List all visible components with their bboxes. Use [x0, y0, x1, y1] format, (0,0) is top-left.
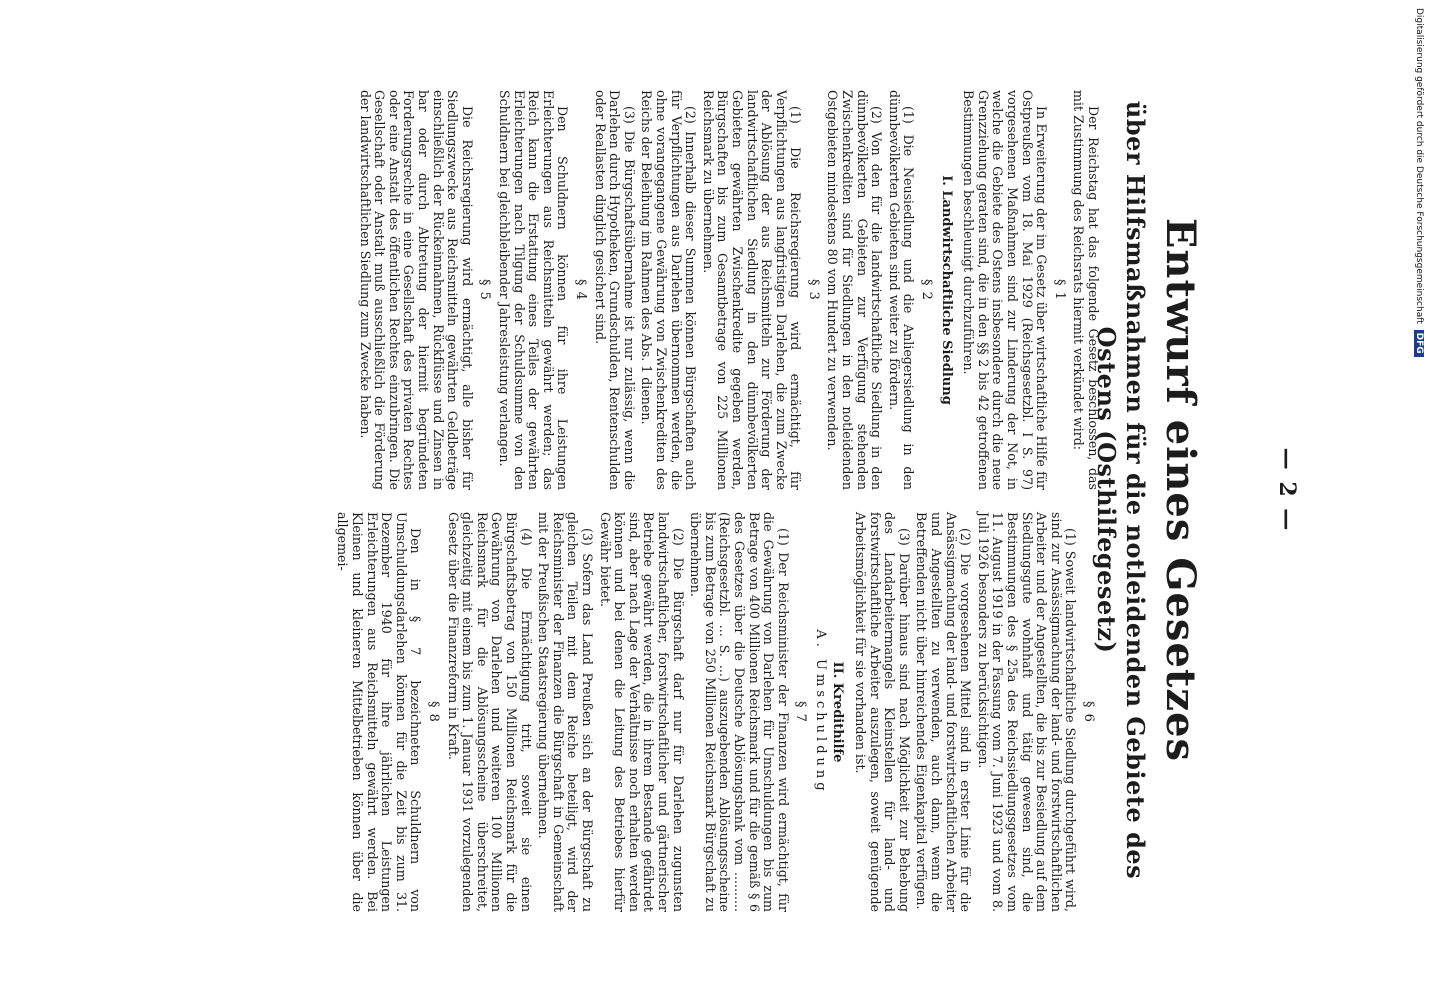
- document-subtitle: über Hilfsmaßnahmen für die notleidenden Gebiete des Ostens (Osthilfegesetz): [1092, 100, 1150, 880]
- document-title: Entwurf eines Gesetzes: [1157, 217, 1204, 763]
- section-1-text: In Erweiterung der im Gesetz über wirtschaftliche Hilfe für Ostpreußen vom 18. Mai 1929 (Reichsgesetzbl. I S. 97) vorgesehenen Maßnahmen sind zur Linderung der Not, in welche die Gebiete des Ostens insbesondere durch die neue Grenzziehung geraten sind, die in den §§ 2 bis 42 getroffenen Bestimmungen beschleunigt durchzuführen.: [961, 90, 1050, 490]
- section-3-para-2: (2) Innerhalb dieser Summen können Bürgschaften auch für Verpflichtungen aus Darlehen übernommen werden, die ohne vorangegangene Gewährung von Zwischenkrediten des Reichs der Beleihung im Rahmen des Abs. 1 dienen.: [639, 90, 699, 490]
- section-6-para-1: (1) Soweit landwirtschaftliche Siedlung durchgeführt wird, sind zur Ansässigmachung der land- und forstwirtschaftlichen Arbeiter und der Angestellten, die bis zur Besiedlung auf dem Siedlungsgute wohnhaft und tätig gewesen sind, die Bestimmungen des § 25a des Reichssiedlungsgesetzes vom 11. August 1919 in der Fassung vom 7. Juni 1923 und vom 8. Juli 1926 besonders zu berücksichtigen.: [975, 512, 1079, 912]
- right-column: [332, 512, 1100, 912]
- section-7-para-4: (4) Die Ermächtigung tritt, soweit sie einen Bürgschaftsbetrag von 150 Millionen Reichsmark für die Gewährung von Darlehen und weiteren 100 Millionen Reichsmark für die Ablösungsscheine überschreitet, gleichzeitig mit einem bis zum 1. Januar 1931 vorzulegenden Gesetz über die Finanzreform in Kraft.: [445, 512, 534, 912]
- intro-paragraph: Der Reichstag hat das folgende Gesetz beschlossen, das mit Zustimmung des Reichsrats hiermit verkündet wird:: [1071, 90, 1101, 490]
- section-4-label: § 4: [573, 279, 588, 301]
- section-8-label: § 8: [426, 701, 442, 723]
- part-a-heading: A. Umschuldung: [812, 629, 828, 795]
- left-column: [354, 90, 1100, 490]
- section-7-para-3: (3) Sofern das Land Preußen sich an der Bürgschaft zu gleichen Teilen mit dem Reiche beteiligt, wird der Reichsminister der Finanzen die Bürgschaft in Gemeinschaft mit der Preußischen Staatsregierung übernehmen.: [536, 512, 595, 912]
- digitization-note: [1410, 8, 1430, 388]
- section-3-para-1: (1) Die Reichsregierung wird ermächtigt, für Verpflichtungen aus langfristigen Darlehen, die zum Zwecke der Ablösung der aus Reichsmitteln zur Förderung der landwirtschaftlichen Siedlung in den dünnbevölkerten Gebieten gewährten Zwischenkredite gegeben werden, Bürgschaften bis zum Gesamtbetrage von 225 Millionen Reichsmark zu übernehmen.: [700, 90, 804, 490]
- page-number: — 2 —: [1274, 447, 1300, 533]
- section-5-label: § 5: [477, 279, 493, 301]
- dfg-logo: DFG: [1414, 330, 1424, 357]
- digitization-note-text: Digitalisierung gefördert durch die Deutsche Forschungsgemeinschaft: [1414, 8, 1424, 324]
- section-8-text: Den in § 7 bezeichneten Schuldnern von Umschuldungsdarlehen können für die Zeit bis zum 31. Dezember 1940 für ihre jährlichen Leistungen Erleichterungen aus Reichsmitteln gewährt werden. Bei Kleinen und kleineren Mittelbetrieben können über die allgemei-: [335, 512, 424, 912]
- section-6-para-3: (3) Darüber hinaus sind nach Möglichkeit zur Behebung des Landarbeitermangels Kleinstellen für land- und forstwirtschaftliche Arbeiter auszulegen, soweit genügende Arbeitsmöglichkeit für sie vorhanden ist.: [853, 512, 912, 912]
- section-2-para-1: (1) Die Neusiedlung und die Anliegersiedlung in den dünnbevölkerten Gebieten sind weiter zu fördern.: [886, 90, 917, 490]
- section-3-para-3: (3) Die Bürgschaftsübernahme ist nur zulässig, wenn die Darlehen durch Hypotheken, Grundschulden, Rentenschulden oder Reallasten dinglich gesichert sind.: [592, 90, 637, 490]
- section-2-para-2: (2) Von den für die landwirtschaftliche Siedlung in den dünnbevölkerten Gebieten zur Verfügung stehenden Zwischenkrediten sind für Siedlungen in den notleidenden Ostgebieten mindestens 80 vom Hundert zu verwenden.: [825, 90, 885, 490]
- section-7-para-1: (1) Der Reichsminister der Finanzen wird ermächtigt, für die Gewährung von Darlehen für Umschuldungen bis zum Betrage von 400 Millionen Reichsmark und für die gemäß § 6 des Gesetzes über die Deutsche Ablösungsbank vom .......... (Reichsgesetzbl. ... S. ...) auszugebenden Ablösungsscheine bis zum Betrage von 250 Millionen Reichsmark Bürgschaft zu übernehmen.: [688, 512, 791, 912]
- section-6-label: § 6: [1081, 701, 1096, 723]
- section-5-text: Die Reichsregierung wird ermächtigt, alle bisher für Siedlungszwecke aus Reichsmitteln gewährten Geldbeträge einschließlich der Rückeinnahmen, Rückflüsse und Zinsen in bar oder durch Abtretung der hiermit begründeten Forderungsrechte in eine Gesellschaft des privaten Rechtes oder eine Anstalt des öffentlichen Rechtes einzubringen. Die Gesellschaft oder Anstalt muß ausschließlich die Förderung der landwirtschaftlichen Siedlung zum Zwecke haben.: [357, 90, 475, 490]
- rotated-document-page: [180, 60, 1300, 920]
- section-3-label: § 3: [805, 279, 821, 301]
- section-7-para-2: (2) Die Bürgschaft darf nur für Darlehen zugunsten landwirtschaftlicher, forstwirtschaftlicher und gärtnerischer Betriebe gewährt werden, die in ihrem Bestande gefährdet sind, aber nach Lage der Verhältnisse noch erhalten werden können und bei denen die Leitung des Betriebes hierfür Gewähr bietet.: [597, 512, 686, 912]
- section-7-label: § 7: [793, 701, 809, 723]
- section-1-label: § 1: [1051, 279, 1067, 301]
- section-4-text: Den Schuldnern können für ihre Leistungen Erleichterungen aus Reichsmitteln gewährt werden; das Reich kann die Erstattung eines Teiles der gewährten Erleichterungen nach Tilgung der Schuldsumme von den Schuldnern bei gleichbleibender Jahresleistung verlangen.: [497, 90, 571, 490]
- section-6-para-2: (2) Die vorgesehenen Mittel sind in erster Linie für die Ansässigmachung der land- und forstwirtschaftlichen Arbeiter und Angestellten zu verwenden, auch dann, wenn die Betreffenden nicht über hinreichendes Eigenkapital verfügen.: [914, 512, 974, 912]
- part-1-heading: I. Landwirtschaftliche Siedlung: [938, 175, 954, 405]
- section-2-label: § 2: [919, 279, 935, 301]
- part-2-heading: II. Kredithilfe: [830, 661, 846, 763]
